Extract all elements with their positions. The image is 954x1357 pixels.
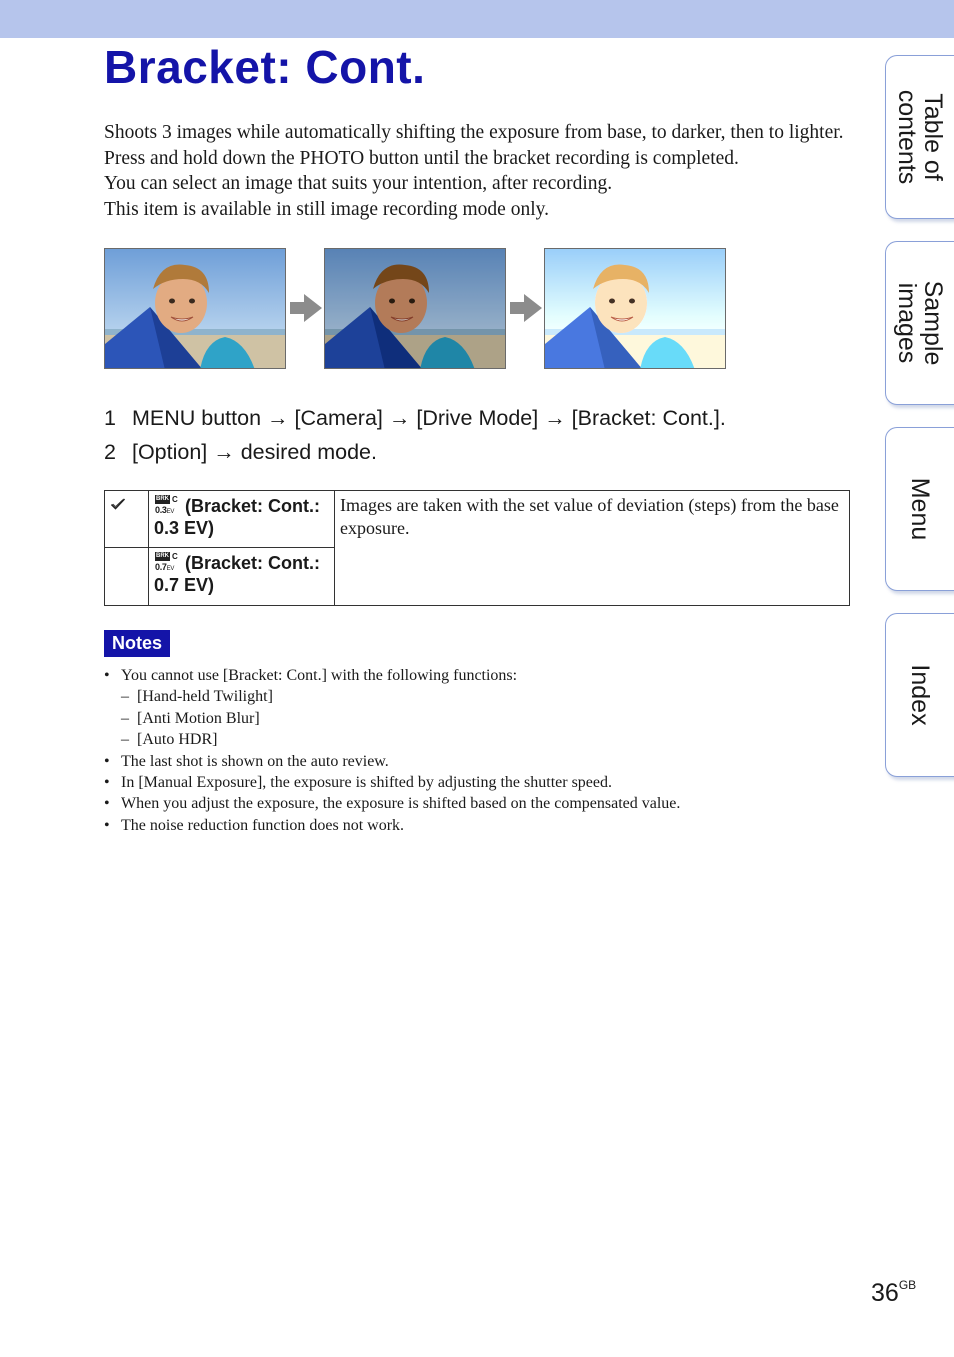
note-subitem: [Anti Motion Blur]	[137, 709, 260, 727]
note-subitem: [Auto HDR]	[137, 731, 218, 749]
step-number: 2	[104, 440, 116, 464]
steps	[104, 404, 726, 472]
note-text: The last shot is shown on the auto review.	[121, 752, 389, 770]
boy-kite-image	[105, 249, 286, 369]
arrow-right-icon	[509, 293, 543, 323]
icon-ev-unit: EV	[166, 509, 175, 515]
photo-darker-exposure	[324, 248, 506, 369]
bracket-cont-03ev-icon	[155, 495, 179, 515]
tab-table-of-contents[interactable]	[885, 55, 954, 219]
page-number-suffix: GB	[898, 1278, 917, 1292]
note-text: You cannot use [Bracket: Cont.] with the following functions:	[121, 667, 518, 684]
step-text: MENU button → [Camera] → [Drive Mode] → [Bracket: Cont.].	[131, 406, 726, 430]
icon-c-text: C	[172, 552, 178, 561]
arrow-right-icon	[289, 293, 323, 323]
tab-label: Sample images	[892, 280, 947, 366]
note-subitem: [Hand-held Twilight]	[137, 688, 273, 706]
step-1	[104, 404, 726, 438]
mode-name-cell	[149, 548, 335, 606]
intro-paragraph: This item is available in still image recording mode only.	[104, 198, 549, 220]
note-text: In [Manual Exposure], the exposure is shifted by adjusting the shutter speed.	[121, 774, 612, 792]
bracket-cont-07ev-icon	[155, 552, 179, 572]
list-item: – [Auto HDR]	[121, 731, 218, 749]
intro-text	[104, 120, 864, 222]
photo-base-exposure	[104, 248, 286, 369]
icon-ev-text	[155, 505, 174, 517]
icon-ev-unit: EV	[166, 566, 175, 572]
boy-kite-image	[325, 249, 506, 369]
header-band	[0, 0, 954, 38]
note-text: When you adjust the exposure, the exposure is shifted based on the compensated value.	[121, 795, 681, 813]
default-cell	[105, 548, 149, 606]
mode-name-cell	[149, 491, 335, 548]
page-number-value: 36	[871, 1279, 899, 1307]
icon-ev-value: 0.7	[155, 562, 167, 572]
tab-index[interactable]	[885, 613, 954, 777]
tab-menu[interactable]	[885, 427, 954, 591]
list-item: – [Anti Motion Blur]	[121, 709, 260, 727]
list-item: – [Hand-held Twilight]	[121, 688, 273, 706]
tab-label: Table of contents	[892, 89, 947, 185]
icon-ev-value: 0.3	[155, 505, 167, 515]
table-row	[105, 491, 850, 548]
mode-description: Images are taken with the set value of deviation (steps) from the base exposure.	[335, 491, 850, 606]
icon-c-text: C	[172, 495, 178, 504]
page-title: Bracket: Cont.	[104, 41, 426, 93]
list-item: • When you adjust the exposure, the exposure is shifted based on the compensated value.	[104, 795, 681, 813]
tab-label: Index	[905, 664, 934, 726]
mode-name: (Bracket: Cont.: 0.3 EV)	[154, 496, 321, 538]
step-text: [Option] → desired mode.	[131, 440, 377, 464]
icon-ev-text	[155, 562, 174, 574]
checkmark-icon	[110, 497, 126, 511]
notes-list	[104, 665, 680, 836]
notes-heading: Notes	[104, 630, 170, 657]
tab-label: Menu	[905, 477, 934, 541]
page-number	[871, 1278, 916, 1308]
boy-kite-image	[545, 249, 726, 369]
icon-brk-text: BRK	[156, 496, 169, 502]
step-number: 1	[104, 406, 116, 430]
default-cell	[105, 491, 149, 548]
icon-brk-text: BRK	[156, 553, 169, 559]
note-text: The noise reduction function does not work.	[121, 816, 405, 834]
list-item: • You cannot use [Bracket: Cont.] with the following functions:	[104, 667, 518, 684]
intro-paragraph: Shoots 3 images while automatically shifting the exposure from base, to darker, then to lighter. Press and hold down the PHOTO button until the bracket recording is completed.	[104, 122, 844, 169]
step-2	[104, 438, 726, 472]
mode-name: (Bracket: Cont.: 0.7 EV)	[154, 553, 321, 595]
list-item: • The noise reduction function does not work.	[104, 816, 405, 834]
tab-sample-images[interactable]	[885, 241, 954, 405]
photo-lighter-exposure	[544, 248, 726, 369]
list-item: • The last shot is shown on the auto review.	[104, 752, 389, 770]
intro-paragraph: You can select an image that suits your intention, after recording.	[104, 173, 613, 194]
mode-table	[104, 490, 850, 606]
list-item: • In [Manual Exposure], the exposure is shifted by adjusting the shutter speed.	[104, 774, 612, 792]
